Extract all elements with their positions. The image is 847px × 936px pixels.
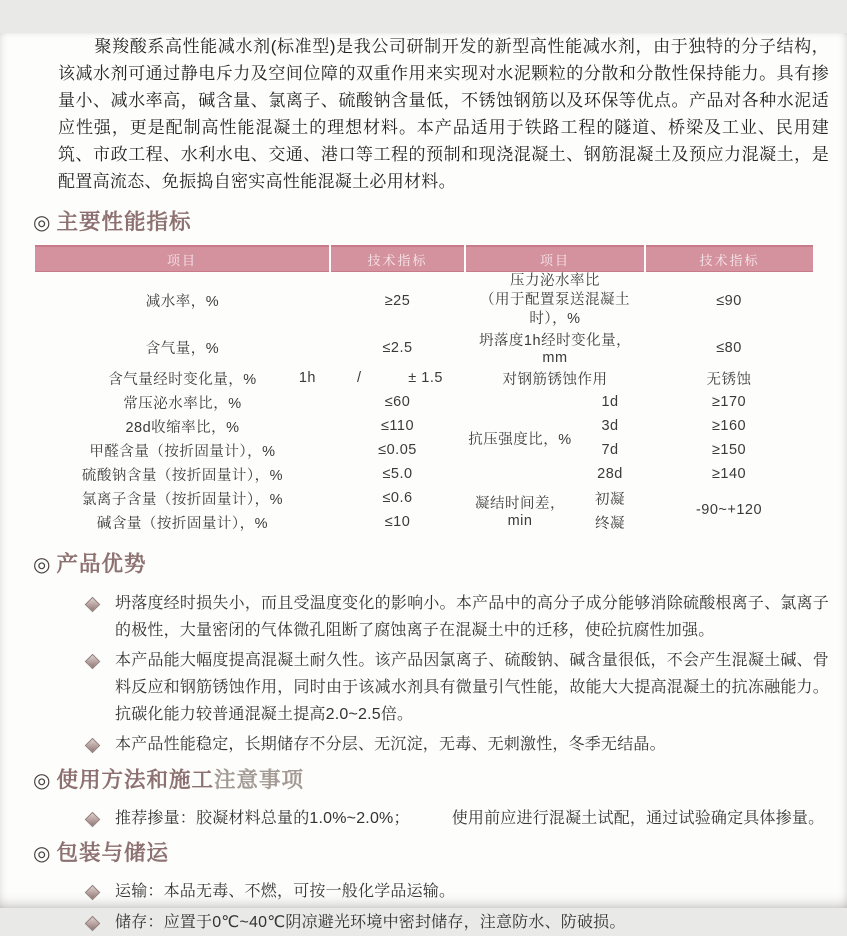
item-cell: 28d收缩率比，% — [125, 419, 240, 436]
section-title-text-faded: 注意事项 — [213, 768, 304, 792]
packaging-list — [86, 878, 829, 936]
performance-table — [35, 245, 813, 534]
table-row — [35, 390, 813, 414]
section-title-advantages — [33, 552, 847, 577]
value-cell: 无锈蚀 — [706, 371, 752, 388]
section-marker-icon: ◎ — [33, 554, 52, 576]
list-item — [86, 731, 829, 758]
value-cell: ≤0.05 — [378, 442, 417, 458]
item-cell — [465, 272, 645, 330]
item-cell: 对钢筋锈蚀作用 — [502, 371, 608, 388]
item-cell: 碱含量（按折固量计），% — [96, 515, 269, 532]
table-row — [35, 462, 813, 486]
column-header-spec-left: 技术指标 — [330, 246, 465, 272]
bullet-text: 储存：应置于0℃~40℃阴凉避光环境中密封储存，注意防水、防破损。 — [115, 914, 626, 931]
group-item-cell: 凝结时间差，min — [475, 495, 565, 529]
group-item-cell: 抗压强度比，% — [468, 431, 572, 448]
sub-item-cell: 终凝 — [595, 515, 625, 532]
sub-item-cell: 28d — [597, 466, 623, 482]
table-row — [35, 272, 813, 330]
sub-item-cell: 1d — [601, 394, 619, 410]
document-page — [0, 33, 847, 931]
value-slash: / — [357, 370, 362, 386]
value-cell: -90~+120 — [695, 502, 763, 518]
sub-item-cell: 7d — [601, 442, 619, 458]
diamond-bullet-icon — [85, 885, 101, 901]
diamond-bullet-icon — [85, 916, 101, 932]
section-marker-icon: ◎ — [33, 770, 52, 792]
value-text: ± 1.5 — [408, 370, 443, 386]
bullet-text: 本产品能大幅度提高混凝土耐久性。该产品因氯离子、硫酸钠、碱含量很低，不会产生混凝土碱、骨料反应和钢筋锈蚀作用，同时由于该减水剂具有微量引气性能，故能大大提高混凝土的抗冻融能力。抗碳化能力较普通混凝土提高2.0~2.5倍。 — [115, 652, 829, 723]
sub-item-cell: 3d — [601, 418, 619, 434]
value-cell: ≤60 — [384, 394, 411, 410]
table-row — [35, 438, 813, 462]
item-cell — [35, 366, 330, 390]
value-cell: ≤90 — [716, 292, 742, 309]
value-cell: ≥140 — [711, 466, 747, 482]
item-text: 含气量经时变化量，% — [108, 371, 257, 388]
dosage-text: 推荐掺量：胶凝材料总量的1.0%~2.0%； — [115, 810, 410, 827]
sub-item-cell: 初凝 — [595, 491, 625, 508]
item-cell: 坍落度1h经时变化量，mm — [478, 333, 632, 366]
value-cell: ≤80 — [716, 339, 742, 356]
item-cell: 硫酸钠含量（按折固量计），% — [81, 467, 284, 484]
bullet-text — [115, 805, 824, 832]
column-header-item-left: 项目 — [35, 246, 330, 272]
value-cell: ≤2.5 — [382, 339, 413, 356]
value-cell: ≤5.0 — [382, 466, 413, 482]
item-line: （用于配置泵送混凝土时），% — [480, 292, 630, 327]
item-cell: 氯离子含量（按折固量计），% — [81, 491, 284, 508]
value-cell: ≥25 — [384, 292, 411, 309]
value-cell: ≤0.6 — [382, 490, 413, 506]
list-item — [86, 909, 829, 936]
section-marker-icon: ◎ — [33, 212, 52, 234]
list-item — [86, 805, 829, 832]
item-cell: 减水率，% — [145, 294, 220, 310]
section-marker-icon: ◎ — [33, 843, 52, 865]
list-item — [86, 590, 829, 644]
column-header-spec-right: 技术指标 — [645, 246, 813, 272]
list-item — [86, 647, 829, 728]
advantages-list — [86, 590, 829, 758]
list-item — [86, 878, 829, 905]
usage-list — [86, 805, 829, 832]
table-header-row — [35, 246, 813, 272]
section-title-text: 产品优势 — [56, 552, 147, 576]
item-cell: 甲醛含量（按折固量计），% — [89, 443, 276, 460]
table-row — [35, 486, 813, 510]
item-cell: 含气量，% — [145, 341, 220, 357]
section-title-usage — [33, 768, 847, 793]
value-cell — [330, 366, 465, 390]
value-cell: ≤110 — [380, 418, 415, 434]
section-title-text: 使用方法和施工 — [56, 768, 214, 792]
bullet-text: 坍落度经时损失小，而且受温度变化的影响小。本产品中的高分子成分能够消除硫酸根离子、氯离子的极性，大量密闭的气体微孔阻断了腐蚀离子在混凝土中的迁移，使砼抗腐性加强。 — [115, 595, 829, 639]
diamond-bullet-icon — [85, 597, 101, 613]
diamond-bullet-icon — [85, 812, 101, 828]
section-title-text: 包装与储运 — [56, 841, 169, 865]
diamond-bullet-icon — [85, 738, 101, 754]
item-cell: 常压泌水率比，% — [123, 395, 242, 412]
value-cell: ≥160 — [711, 418, 747, 434]
trial-note-text: 使用前应进行混凝土试配，通过试验确定具体掺量。 — [451, 810, 825, 827]
column-header-item-right: 项目 — [465, 246, 645, 272]
section-title-text: 主要性能指标 — [56, 210, 192, 234]
value-cell: ≥170 — [711, 394, 747, 410]
diamond-bullet-icon — [85, 654, 101, 670]
table-row — [35, 414, 813, 438]
value-cell: ≥150 — [711, 442, 747, 458]
bullet-text: 运输：本品无毒、不燃，可按一般化学品运输。 — [115, 883, 456, 900]
value-cell: ≤10 — [384, 514, 411, 530]
bullet-text: 本产品性能稳定，长期储存不分层、无沉淀，无毒、无刺激性，冬季无结晶。 — [115, 736, 666, 753]
item-line: 压力泌水率比 — [510, 273, 600, 289]
item-time-label: 1h — [298, 370, 316, 386]
section-title-packaging — [33, 841, 847, 866]
table-row — [35, 329, 813, 366]
intro-paragraph: 聚羧酸系高性能减水剂(标准型)是我公司研制开发的新型高性能减水剂，由于独特的分子结构，该减水剂可通过静电斥力及空间位障的双重作用来实现对水泥颗粒的分散和分散性保持能力。具有掺量小、减水率高，碱含量、氯离子、硫酸钠含量低，不锈蚀钢筋以及环保等优点。产品对各种水泥适应性强，更是配制高性能混凝土的理想材料。本产品适用于铁路工程的隧道、桥梁及工业、民用建筑、市政工程、水利水电、交通、港口等工程的预制和现浇混凝土、钢筋混凝土及预应力混凝土，是配置高流态、免振捣自密实高性能混凝土必用材料。 — [58, 37, 829, 191]
table-row — [35, 366, 813, 390]
section-title-performance — [33, 210, 847, 235]
